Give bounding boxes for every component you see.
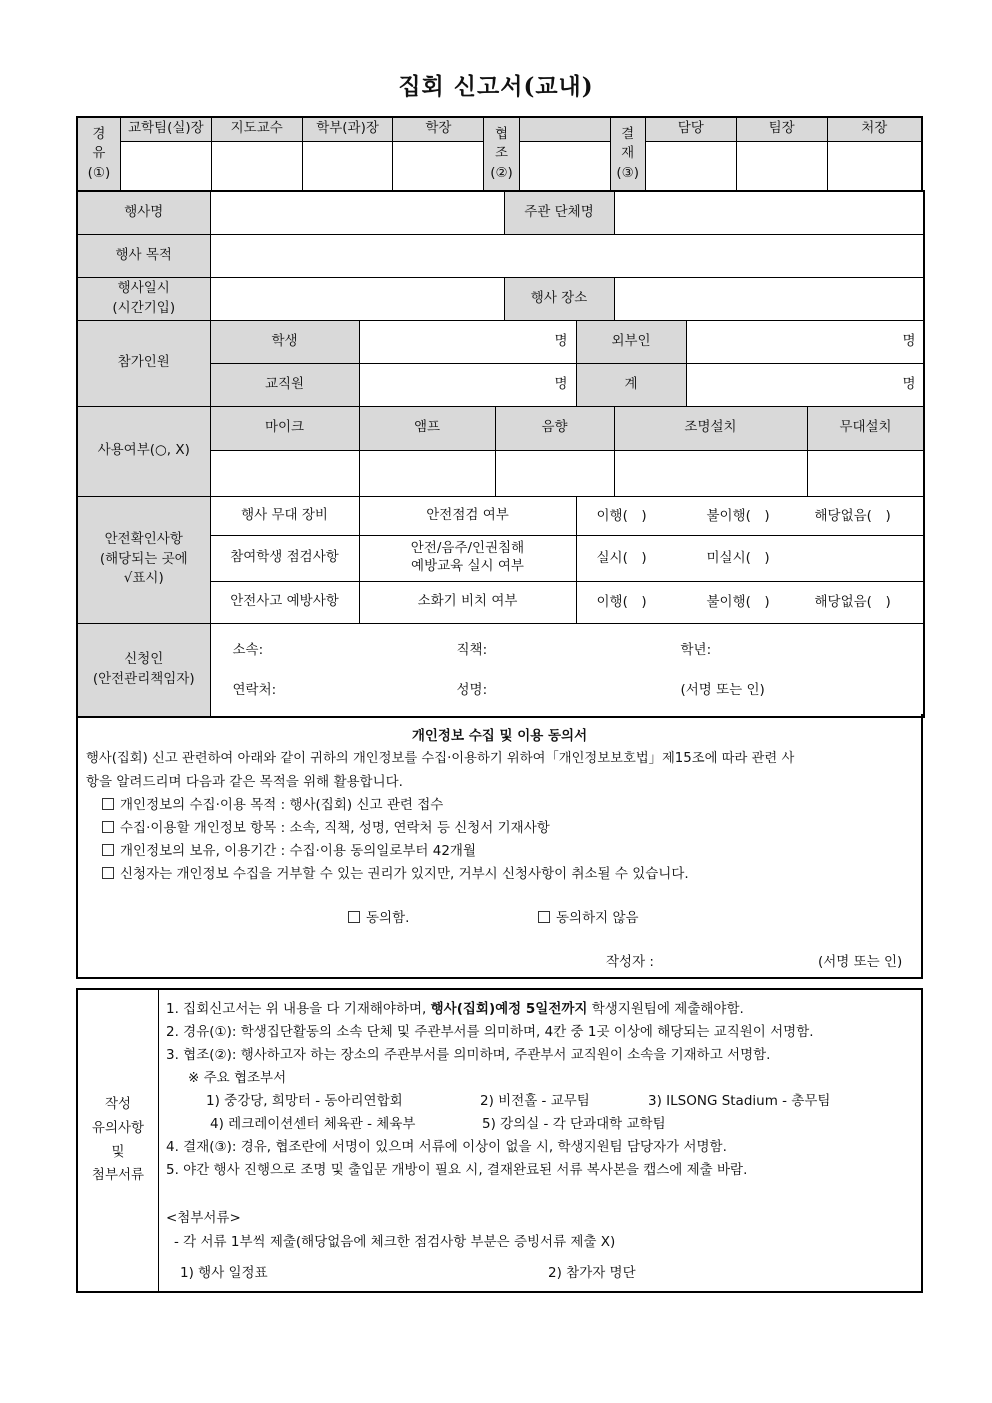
- event-name-label: 행사명: [77, 191, 210, 234]
- safety-category-stage: 행사 무대 장비: [210, 496, 359, 535]
- participants-label: 참가인원: [77, 320, 210, 406]
- equipment-stage-field[interactable]: [807, 450, 924, 496]
- coop-heading: ※ 주요 협조부서: [188, 1070, 287, 1086]
- decision-col-2: 팀장: [736, 117, 827, 141]
- applicant-fields[interactable]: [210, 623, 924, 717]
- staff-label: 교직원: [210, 363, 359, 406]
- agree-checkbox[interactable]: [348, 911, 360, 923]
- decision-sign-3[interactable]: [827, 141, 922, 191]
- disagree-option[interactable]: 동의하지 않음: [538, 906, 639, 926]
- coop-dept-4: 4) 레크레이션센터 체육관 - 체육부: [210, 1116, 416, 1132]
- organizer-label: 주관 단체명: [504, 191, 614, 234]
- page-title: 집회 신고서(교내): [398, 73, 594, 100]
- option-done[interactable]: 이행( ): [596, 593, 647, 610]
- privacy-heading: 개인정보 수집 및 이용 동의서: [411, 728, 588, 744]
- approval-table: [76, 116, 923, 192]
- route-sign-4[interactable]: [393, 141, 484, 191]
- student-label: 학생: [210, 320, 359, 363]
- place-label: 행사 장소: [504, 277, 614, 320]
- outsider-label: 외부인: [576, 320, 686, 363]
- privacy-item: 개인정보의 보유, 이용기간 : 수집·이용 동의일로부터 42개월: [102, 839, 476, 859]
- equipment-sound-field[interactable]: [495, 450, 614, 496]
- privacy-item: 신청자는 개인정보 수집을 거부할 수 있는 권리가 있지만, 거부시 신청사항이 취소될 수 있습니다.: [102, 862, 689, 882]
- option-not-done[interactable]: 불이행( ): [706, 593, 770, 610]
- coop-label: 협 조 (②): [484, 117, 519, 191]
- checkbox-icon: [102, 867, 114, 879]
- route-label: 경 유 (①): [77, 117, 120, 191]
- staff-count-field[interactable]: 명: [359, 363, 576, 406]
- equipment-amp: 앰프: [359, 406, 495, 450]
- privacy-intro-2: 항을 알려드리며 다음과 같은 목적을 위해 활용합니다.: [86, 774, 403, 790]
- option-na[interactable]: 해당없음( ): [814, 507, 891, 524]
- route-col-2: 지도교수: [211, 117, 302, 141]
- attach-item-1: 1) 행사 일정표: [180, 1265, 268, 1281]
- equipment-lighting-field[interactable]: [614, 450, 807, 496]
- name-field[interactable]: 성명:: [456, 681, 488, 698]
- option-done[interactable]: 이행( ): [596, 507, 647, 524]
- safety-item-accident: 소화기 비치 여부: [359, 581, 576, 623]
- safety-options-student[interactable]: [576, 535, 924, 581]
- decision-sign-2[interactable]: [736, 141, 827, 191]
- organizer-field[interactable]: [614, 191, 924, 234]
- notes-label: 작성 유의사항 및 첨부서류: [78, 990, 159, 1291]
- safety-options-accident[interactable]: [576, 581, 924, 623]
- coop-dept-5: 5) 강의실 - 각 단과대학 교학팀: [482, 1116, 666, 1132]
- safety-label: 안전확인사항 (해당되는 곳에 √표시): [77, 496, 210, 623]
- privacy-intro-1: 행사(집회) 신고 관련하여 아래와 같이 귀하의 개인정보를 수집·이용하기 위하여「개인정보보호법」제15조에 따라 관련 사: [86, 751, 795, 766]
- option-not-done[interactable]: 불이행( ): [706, 507, 770, 524]
- checkbox-icon: [102, 798, 114, 810]
- coop-dept-1: 1) 중강당, 희망터 - 동아리연합회: [206, 1093, 403, 1109]
- route-col-4: 학장: [393, 117, 484, 141]
- main-form-table: [76, 190, 925, 718]
- note-line-5: 5. 야간 행사 진행으로 조명 및 출입문 개방이 필요 시, 결재완료된 서류 복사본을 캡스에 제출 바람.: [166, 1162, 748, 1178]
- option-na[interactable]: 해당없음( ): [814, 593, 891, 610]
- outsider-count-field[interactable]: 명: [686, 320, 924, 363]
- event-name-field[interactable]: [210, 191, 504, 234]
- writer-label: 작성자 :: [606, 954, 654, 970]
- agree-option[interactable]: 동의함.: [348, 906, 409, 926]
- option-not-conducted[interactable]: 미실시( ): [706, 549, 770, 566]
- purpose-label: 행사 목적: [77, 234, 210, 277]
- route-col-3: 학부(과)장: [302, 117, 393, 141]
- position-field[interactable]: 직책:: [456, 641, 488, 658]
- attach-heading: <첨부서류>: [166, 1210, 241, 1226]
- coop-dept-2: 2) 비전홀 - 교무팀: [480, 1093, 590, 1109]
- decision-sign-1[interactable]: [645, 141, 736, 191]
- equipment-stage: 무대설치: [807, 406, 924, 450]
- place-field[interactable]: [614, 277, 924, 320]
- student-count-field[interactable]: 명: [359, 320, 576, 363]
- privacy-consent-section: [76, 714, 923, 979]
- contact-field[interactable]: 연락처:: [232, 681, 277, 698]
- equipment-lighting: 조명설치: [614, 406, 807, 450]
- note-line-4: 4. 결재(③): 경유, 협조란에 서명이 있으며 서류에 이상이 없을 시, 학생지원팀 담당자가 서명함.: [166, 1139, 727, 1155]
- decision-label: 결 재 (③): [610, 117, 645, 191]
- option-conducted[interactable]: 실시( ): [596, 549, 647, 566]
- datetime-label: 행사일시 (시간기입): [77, 277, 210, 320]
- decision-col-3: 처장: [827, 117, 922, 141]
- datetime-field[interactable]: [210, 277, 504, 320]
- grade-field[interactable]: 학년:: [680, 641, 712, 658]
- signature-field[interactable]: (서명 또는 인): [680, 681, 765, 698]
- coop-sign[interactable]: [519, 141, 610, 191]
- purpose-field[interactable]: [210, 234, 924, 277]
- equipment-label: 사용여부(○, X): [77, 406, 210, 496]
- safety-category-accident: 안전사고 예방사항: [210, 581, 359, 623]
- checkbox-icon: [102, 821, 114, 833]
- safety-item-student: 안전/음주/인권침해 예방교육 실시 여부: [359, 535, 576, 581]
- route-sign-1[interactable]: [120, 141, 211, 191]
- privacy-item: 수집·이용할 개인정보 항목 : 소속, 직책, 성명, 연락처 등 신청서 기재사항: [102, 816, 550, 836]
- safety-options-stage[interactable]: [576, 496, 924, 535]
- attach-note: - 각 서류 1부씩 제출(해당없음에 체크한 점검사항 부분은 증빙서류 제출 X): [174, 1234, 616, 1250]
- notes-section: [76, 988, 923, 1293]
- route-sign-3[interactable]: [302, 141, 393, 191]
- coop-header: [519, 117, 610, 141]
- equipment-mic: 마이크: [210, 406, 359, 450]
- applicant-label: 신청인 (안전관리책임자): [77, 623, 210, 717]
- attach-item-2: 2) 참가자 명단: [548, 1265, 636, 1281]
- coop-dept-3: 3) ILSONG Stadium - 총무팀: [648, 1093, 831, 1109]
- note-line-3: 3. 협조(②): 행사하고자 하는 장소의 주관부서를 의미하며, 주관부서 교직원이 소속을 기재하고 서명함.: [166, 1047, 771, 1063]
- equipment-mic-field[interactable]: [210, 450, 359, 496]
- writer-signature[interactable]: (서명 또는 인): [818, 954, 903, 970]
- route-col-1: 교학팀(실)장: [120, 117, 211, 141]
- equipment-amp-field[interactable]: [359, 450, 495, 496]
- total-label: 계: [576, 363, 686, 406]
- total-count-field[interactable]: 명: [686, 363, 924, 406]
- disagree-checkbox[interactable]: [538, 911, 550, 923]
- decision-col-1: 담당: [645, 117, 736, 141]
- note-line-1: 1. 집회신고서는 위 내용을 다 기재해야하며, 행사(집회)예정 5일전까지 학생지원팀에 제출해야함.: [166, 1001, 744, 1017]
- affiliation-field[interactable]: 소속:: [232, 641, 264, 658]
- safety-category-student: 참여학생 점검사항: [210, 535, 359, 581]
- route-sign-2[interactable]: [211, 141, 302, 191]
- safety-item-stage: 안전점검 여부: [359, 496, 576, 535]
- equipment-sound: 음향: [495, 406, 614, 450]
- note-line-2: 2. 경유(①): 학생집단활동의 소속 단체 및 주관부서를 의미하며, 4칸 중 1곳 이상에 해당되는 교직원이 서명함.: [166, 1024, 814, 1040]
- checkbox-icon: [102, 844, 114, 856]
- privacy-item: 개인정보의 수집·이용 목적 : 행사(집회) 신고 관련 접수: [102, 793, 443, 813]
